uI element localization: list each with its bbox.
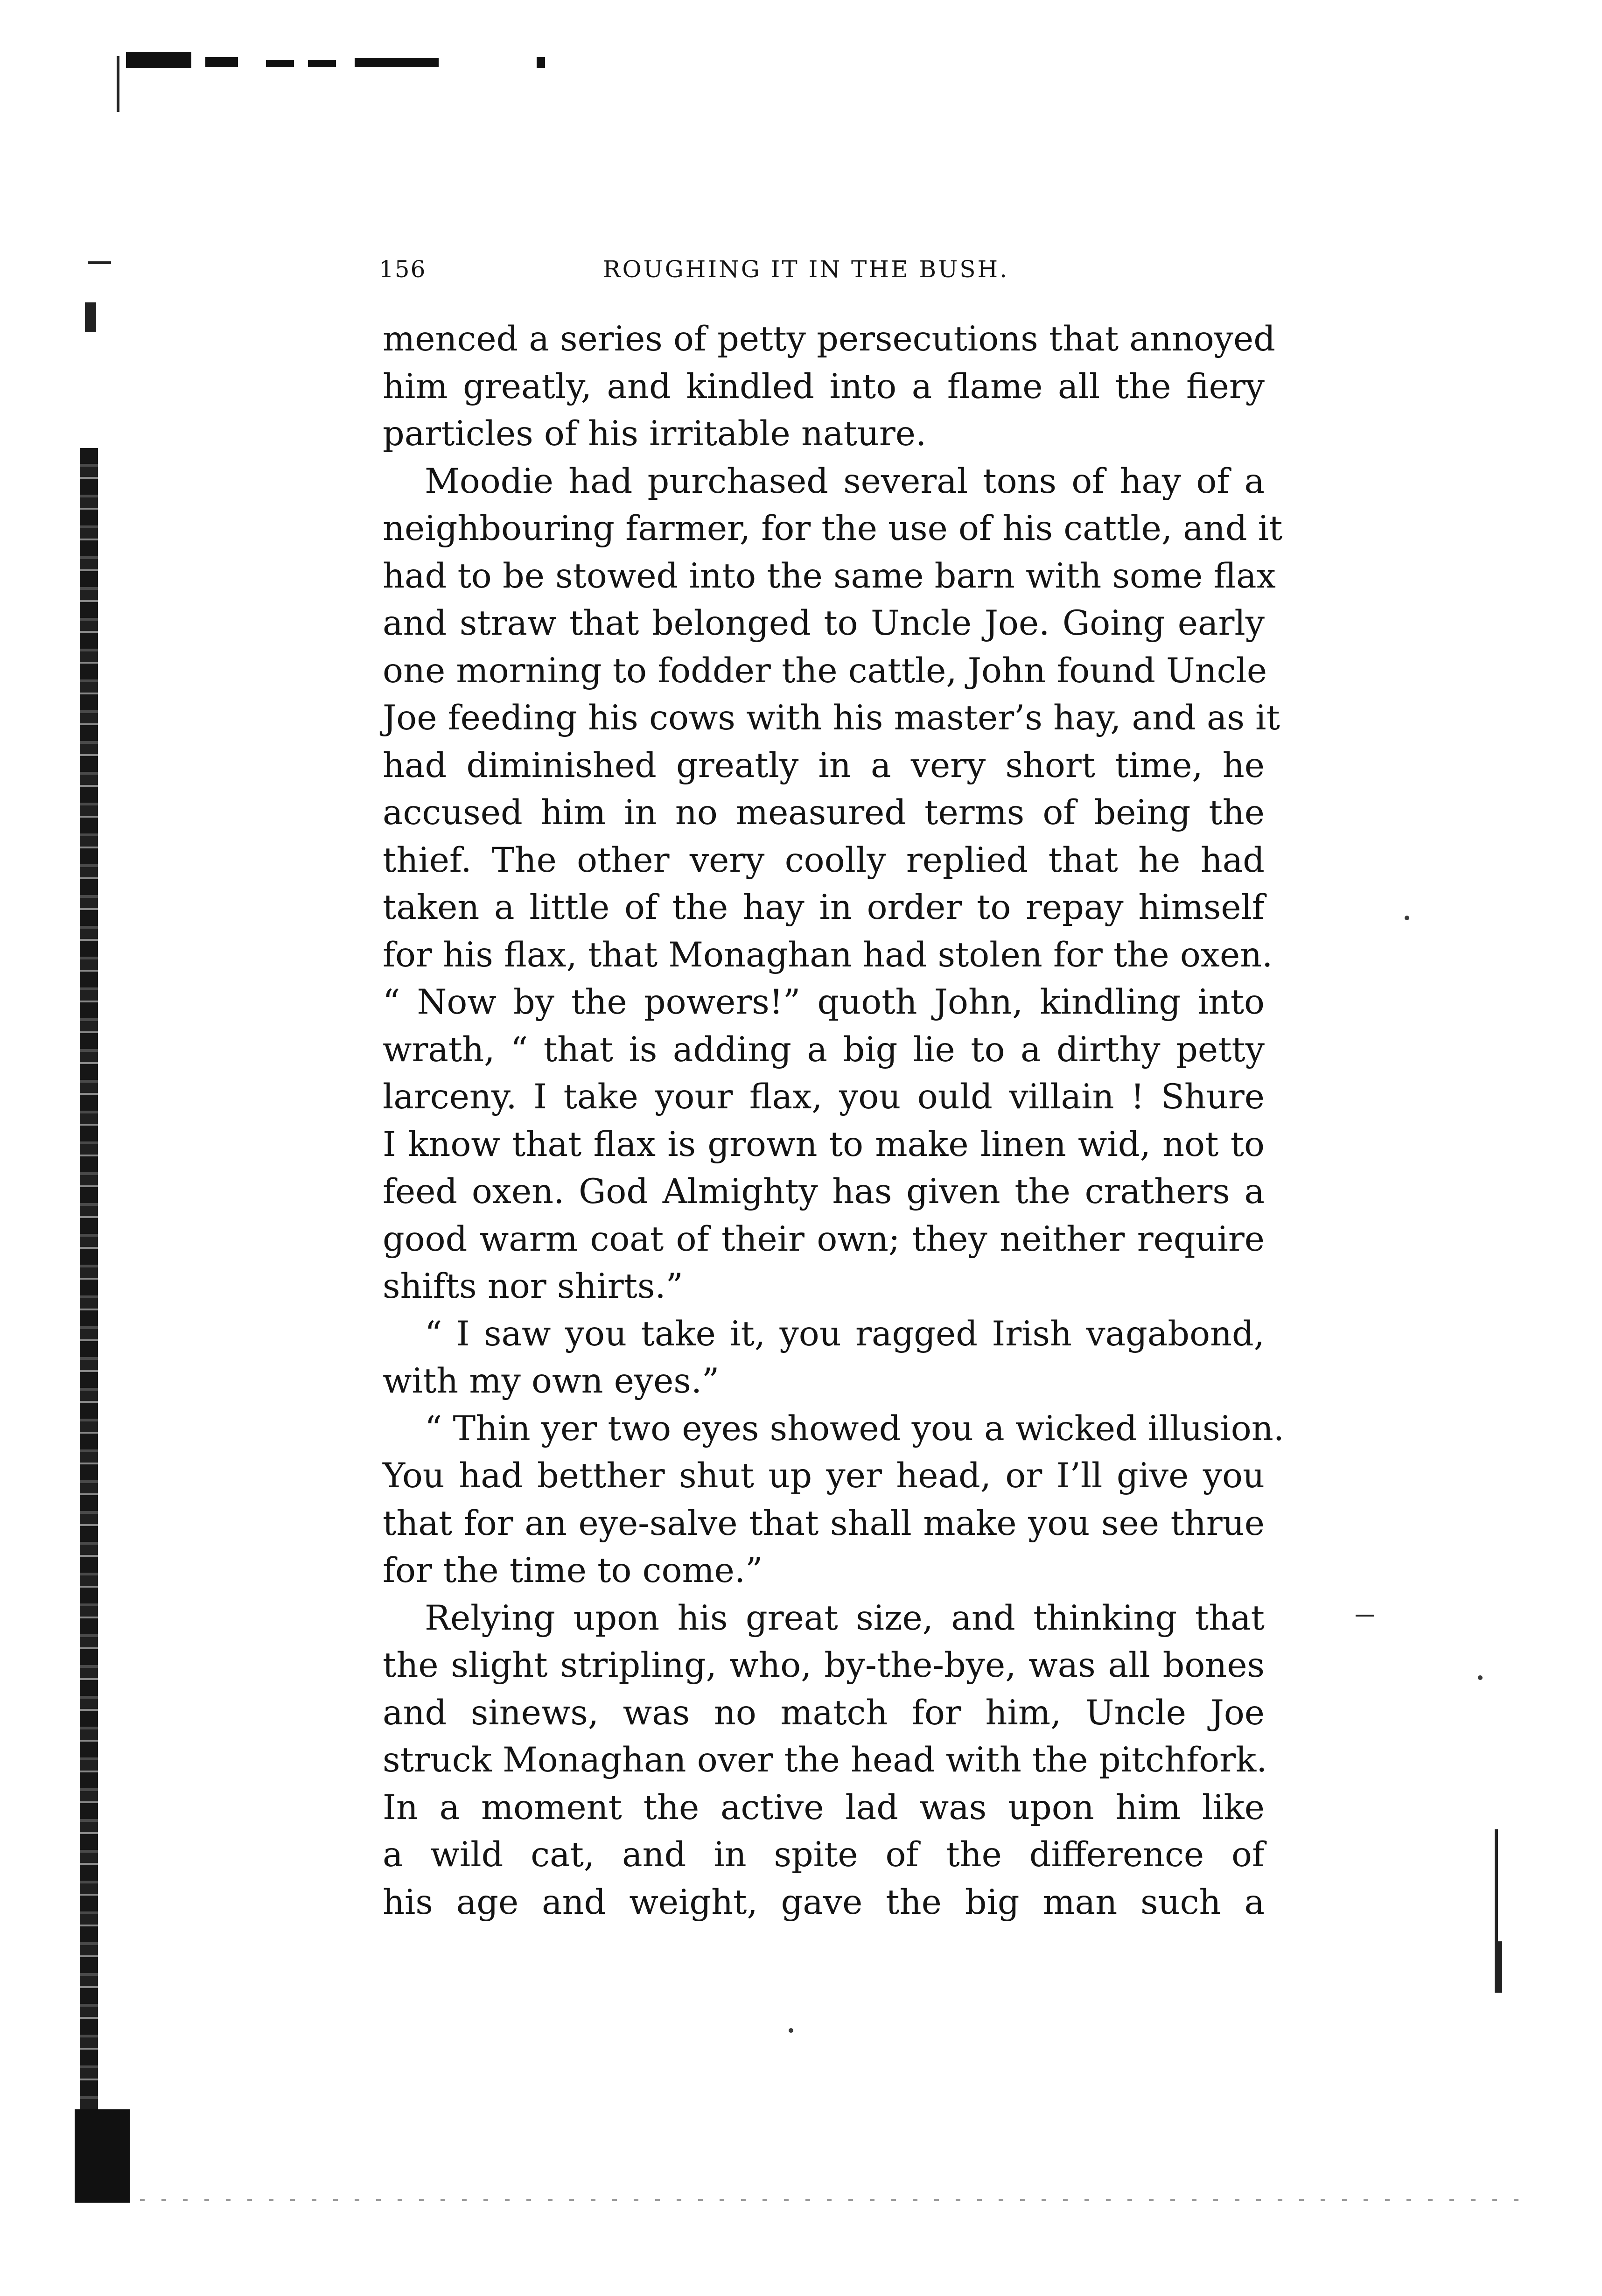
text-line: with my own eyes.” bbox=[383, 1361, 720, 1401]
text-line: shifts nor shirts.” bbox=[383, 1267, 683, 1306]
scan-artifact bbox=[140, 2199, 1531, 2201]
text-line: that for an eye-salve that shall make you see thrue bbox=[383, 1503, 1265, 1543]
text-line: Joe feeding his cows with his master’s hay, and as it bbox=[383, 698, 1280, 738]
text-line: for the time to come.” bbox=[383, 1551, 763, 1590]
page-number: 156 bbox=[379, 256, 427, 283]
text-line: larceny. I take your flax, you ould villain ! Shure bbox=[383, 1077, 1265, 1117]
text-line: accused him in no measured terms of being the bbox=[383, 793, 1265, 833]
body-text bbox=[383, 315, 1284, 1926]
text-line: and straw that belonged to Uncle Joe. Going early bbox=[383, 603, 1265, 643]
scan-artifact bbox=[537, 57, 545, 68]
text-line: one morning to fodder the cattle, John found Uncle bbox=[383, 651, 1267, 691]
text-line: Moodie had purchased several tons of hay of a bbox=[425, 461, 1265, 501]
text-line: had diminished greatly in a very short time, he bbox=[383, 745, 1265, 785]
scan-artifact bbox=[88, 261, 111, 264]
text-line: for his flax, that Monaghan had stolen for the oxen. bbox=[383, 935, 1273, 975]
text-line: a wild cat, and in spite of the difference of bbox=[383, 1835, 1265, 1875]
scan-artifact bbox=[126, 52, 191, 68]
scan-artifact bbox=[205, 57, 238, 67]
text-line: particles of his irritable nature. bbox=[383, 414, 927, 454]
text-line: taken a little of the hay in order to repay himself bbox=[383, 888, 1265, 927]
scan-artifact bbox=[117, 56, 119, 112]
text-line: his age and weight, gave the big man such a bbox=[383, 1882, 1265, 1922]
scan-artifact bbox=[85, 302, 96, 332]
scan-artifact bbox=[80, 448, 98, 2193]
text-line: You had betther shut up yer head, or I’ll give you bbox=[383, 1456, 1265, 1496]
text-line: feed oxen. God Almighty has given the crathers a bbox=[383, 1172, 1265, 1211]
scan-artifact bbox=[1478, 1675, 1483, 1680]
text-line: “ Now by the powers!” quoth John, kindling into bbox=[383, 982, 1265, 1022]
text-line: had to be stowed into the same barn with some flax bbox=[383, 556, 1276, 596]
scan-artifact bbox=[75, 2109, 130, 2203]
text-line: “ Thin yer two eyes showed you a wicked illusion. bbox=[425, 1408, 1284, 1449]
scan-artifact bbox=[789, 2028, 793, 2033]
text-line: the slight stripling, who, by-the-bye, was all bones bbox=[383, 1645, 1265, 1685]
scan-artifact bbox=[1405, 916, 1409, 920]
scan-artifact bbox=[355, 58, 439, 67]
running-head bbox=[379, 256, 1163, 288]
scan-artifact bbox=[1495, 1829, 1498, 1941]
text-line: wrath, “ that is adding a big lie to a dirthy petty bbox=[383, 1029, 1265, 1070]
scan-artifact bbox=[266, 60, 294, 67]
scan-artifact bbox=[308, 60, 336, 67]
text-line: Relying upon his great size, and thinking that bbox=[425, 1598, 1265, 1638]
text-line: I know that flax is grown to make linen wid, not to bbox=[383, 1124, 1265, 1164]
text-line: struck Monaghan over the head with the pitchfork. bbox=[383, 1740, 1267, 1780]
scan-artifact bbox=[1495, 1941, 1502, 1993]
text-line: and sinews, was no match for him, Uncle Joe bbox=[383, 1693, 1265, 1733]
text-line: neighbouring farmer, for the use of his cattle, and it bbox=[383, 509, 1283, 548]
running-title: ROUGHING IT IN THE BUSH. bbox=[603, 256, 1009, 283]
text-line: him greatly, and kindled into a flame all the fiery bbox=[383, 366, 1265, 406]
text-line: good warm coat of their own; they neither require bbox=[383, 1219, 1265, 1259]
text-line: In a moment the active lad was upon him like bbox=[383, 1787, 1265, 1827]
text-line: thief. The other very coolly replied that he had bbox=[383, 840, 1265, 880]
text-line: “ I saw you take it, you ragged Irish vagabond, bbox=[425, 1314, 1265, 1354]
scan-artifact bbox=[1356, 1615, 1374, 1617]
text-line: menced a series of petty persecutions that annoyed bbox=[383, 319, 1275, 359]
